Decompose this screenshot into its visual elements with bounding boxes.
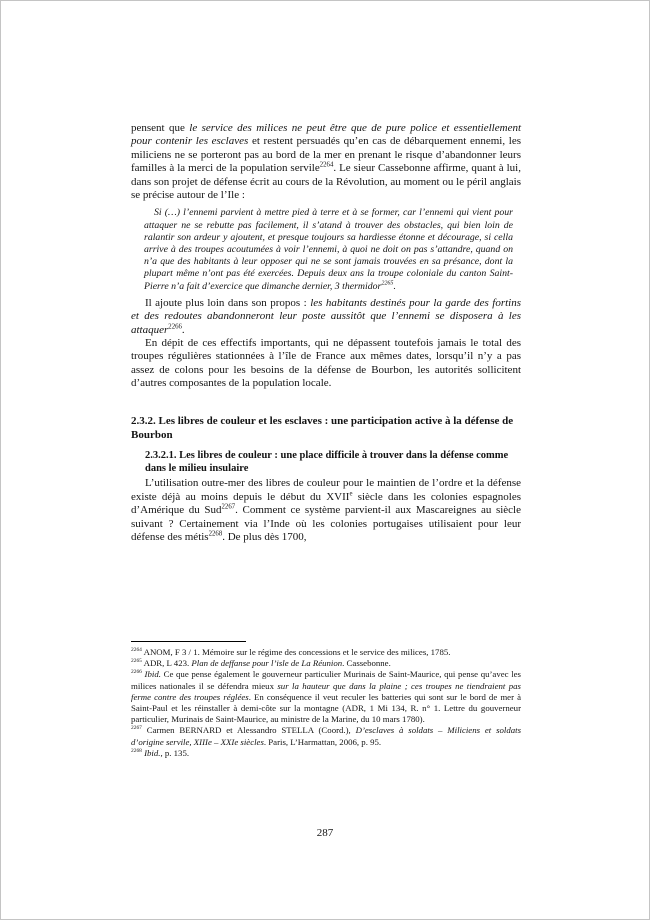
- paragraph-en-depit: [131, 337, 521, 391]
- body-text: siècle dans les colonies espagnoles d’Amérique du Sud: [131, 490, 521, 517]
- footnote-text: , p. 135.: [160, 747, 190, 758]
- footnote-2268: [131, 748, 521, 759]
- footnote-text: . Paris, L’Harmattan, 2006, p. 95.: [263, 736, 382, 747]
- footnote-text: . Cassebonne.: [342, 658, 391, 669]
- body-text: et restent persuadés qu’en cas de débarquement ennemi, les miliciens ne se porteront pas au bord de la mer en prenant le risque d’abandonner leurs familles à la merci de la population servile: [131, 135, 521, 175]
- footnote-text: . En conséquence il veut reculer les batteries qui sont sur le bord de mer à Saint-Paul et les réinstaller à demi-côte sur la montagne (ADR, 1 Mi 134, R. n° 1. Lettre du gouverneur particulier, Murinais de Saint-Maurice, au ministre de la Marine, du 10 mars 1780).: [131, 691, 521, 725]
- body-text: En dépit de ces effectifs importants, qui ne dépassent toutefois jamais le total des troupes régulières stationnées à l’île de France aux mêmes dates, lorsqu’il n’y a pas assez de colons pour les besoins de la défense de Bourbon, les autorités sollicitent d’autres composantes de la population locale.: [131, 337, 521, 390]
- footnote-ref-2268: 2268: [208, 530, 223, 538]
- ordinal-superscript: e: [349, 490, 353, 498]
- footnote-number: 2264: [131, 647, 142, 654]
- paragraph-il-ajoute: [131, 297, 521, 337]
- footnote-2266: [131, 669, 521, 725]
- footnote-separator-rule: [131, 641, 246, 642]
- footnote-text: ADR, L 423.: [141, 658, 192, 669]
- emphasis-text: les habitants destinés pour la garde des fortins et des redoutes abandonneront leur poste aussitôt que l’ennemi se disposera à les attaquer: [131, 296, 522, 336]
- body-text: pensent que: [131, 122, 190, 134]
- subsection-heading-2-3-2-1: 2.3.2.1. Les libres de couleur : une place difficile à trouver dans la défense comme dans le milieu insulaire: [145, 450, 509, 475]
- body-text: . Comment ce système parvient-il aux Mascareignes au siècle suivant ? Certainement via l’Inde où les colonies portugaises utilisaient pour leur défense des métis: [131, 504, 521, 543]
- text-column: [131, 122, 521, 544]
- body-text: .: [181, 323, 185, 336]
- section-heading-2-3-2: 2.3.2. Les libres de couleur et les esclaves : une participation active à la défense de Bourbon: [131, 414, 514, 441]
- footnote-title-italic: Plan de deffanse pour l’isle de La Réunion: [191, 658, 343, 669]
- quote-text: Si (…) l’ennemi parvient à mettre pied à terre et à se former, car l’ennemi qui vient pour attaquer ne se rebutte pas facilement, il s’atand à trouver des obstacles, qui bien loin de ralantir son ardeur y ajoutent, et presque toujours sa hardiesse étonne et décourage, si cella arrive à des troupes acoutumées à voir l’ennemi, à quoi ne doit on pas s’attandre, quand on n’a que des habitants à leur opposer qui ne se sont jamais trouvées en sa présance, dont la plupart même n’ont pas été exercées. Depuis deux ans la troupe coloniale du canton Saint-Pierre n’a fait d’exercice que dimanche dernier, 3 thermidor: [144, 207, 513, 292]
- footnote-ref-2266: 2266: [168, 323, 182, 331]
- blockquote-cassebonne: [144, 207, 513, 292]
- footnote-text: Ce que pense également le gouverneur particulier Murinais de Saint-Maurice, qui pense qu’avec les milices nationales il se défendra mieux: [131, 669, 521, 691]
- footnote-number: 2267: [131, 725, 142, 732]
- footnote-italic: sur la hauteur que dans la plaine ; ces troupes ne tiendraient pas ferme contre des troupes réglées: [131, 680, 521, 702]
- footnote-italic: Ibid.: [144, 747, 161, 758]
- footnote-ref-2265: 2265: [381, 280, 394, 287]
- page-number: 287: [316, 827, 334, 839]
- footnote-number: 2265: [131, 658, 142, 665]
- body-text: . Le sieur Cassebonne affirme, quant à lui, dans son projet de défense écrit au cours de la Révolution, au moment ou le péril anglais se précise autour de l’Ile :: [131, 162, 521, 202]
- paragraph-milices: [131, 122, 521, 202]
- body-text: Il ajoute plus loin dans son propos :: [145, 296, 311, 309]
- emphasis-text: le service des milices ne peut être que de pure police et essentiellement pour contenir les esclaves: [131, 122, 522, 148]
- footnotes-section: [131, 641, 521, 759]
- footnote-ref-2264: 2264: [319, 161, 334, 169]
- footnote-text: ANOM, F 3 / 1. Mémoire sur le régime des concessions et le service des milices, 1785.: [141, 647, 451, 657]
- footnote-text: Carmen BERNARD et Alessandro STELLA (Coord.),: [141, 725, 356, 736]
- footnote-2265: [131, 658, 521, 669]
- footnote-2267: [131, 725, 521, 747]
- footnote-ref-2267: 2267: [221, 503, 236, 511]
- footnote-title-italic: D’esclaves à soldats – Miliciens et soldats d’origine servile, XIIIe – XXIe siècles: [131, 725, 521, 747]
- body-text: L’utilisation outre-mer des libres de couleur pour le maintien de l’ordre et la défense existe déjà au moins depuis le début du XVII: [131, 477, 521, 503]
- footnote-2264: [131, 647, 521, 658]
- body-text: . De plus dès 1700,: [222, 530, 307, 543]
- footnote-number: 2268: [131, 747, 142, 754]
- paragraph-utilisation: [131, 477, 521, 544]
- footnote-italic: Ibid.: [144, 669, 161, 680]
- quote-text: .: [393, 280, 396, 292]
- footnote-number: 2266: [131, 669, 142, 676]
